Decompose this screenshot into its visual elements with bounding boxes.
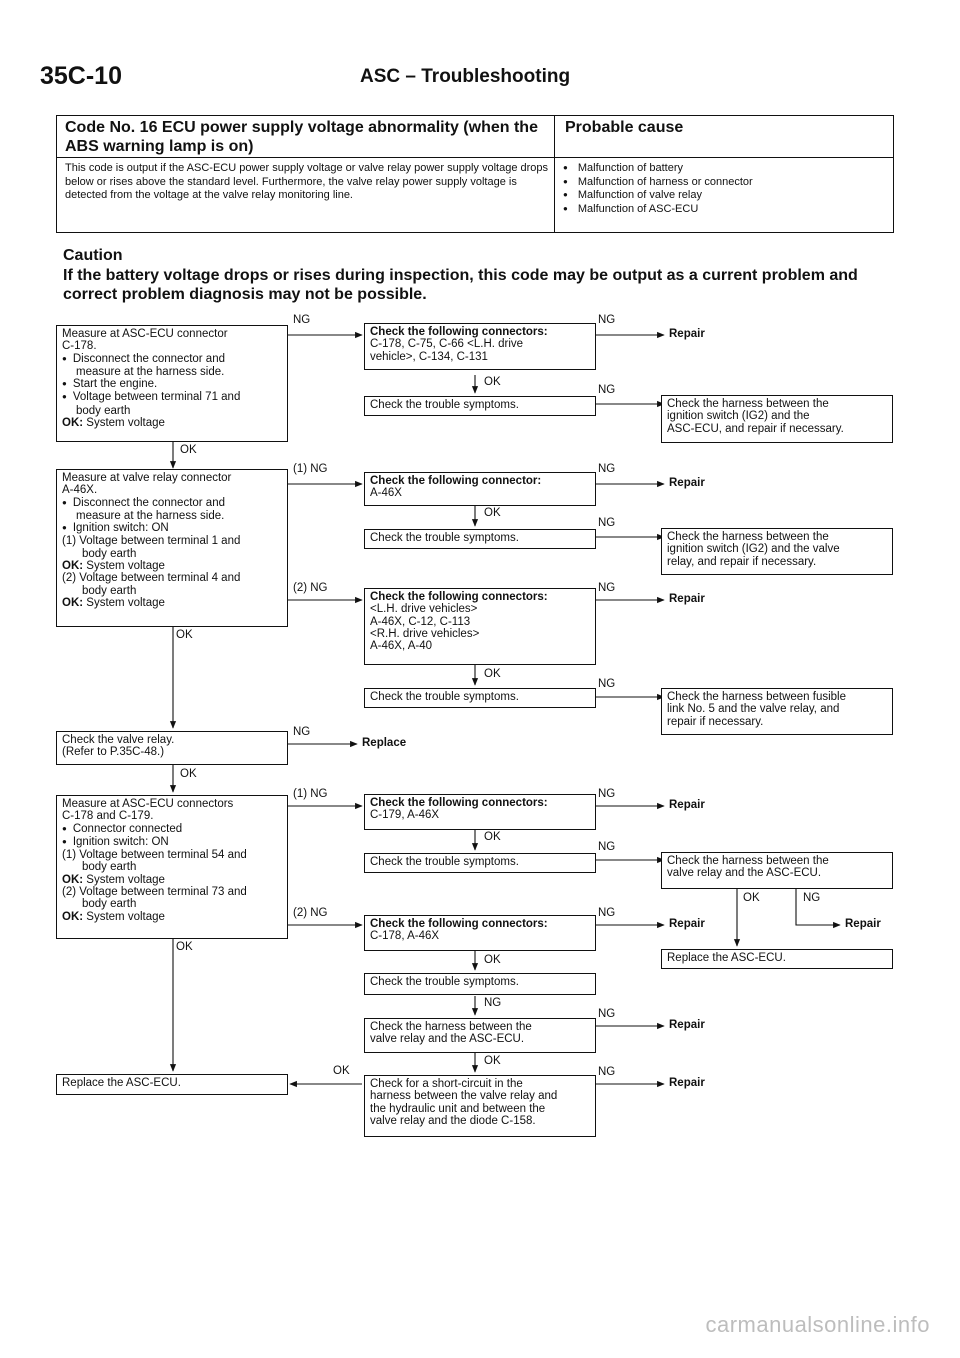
check-connectors-c <box>364 588 596 665</box>
ng-label: NG <box>598 907 616 919</box>
ok-label: OK <box>333 1065 350 1077</box>
ng-label: NG <box>484 997 502 1009</box>
replace-asc-ecu-right <box>661 949 893 969</box>
step-measure-asc-ecu-c178 <box>56 325 288 442</box>
check-short-circuit <box>364 1075 596 1137</box>
ok-value: System voltage <box>86 596 165 609</box>
box-line: (1) Voltage between terminal 1 and <box>62 535 241 548</box>
box-line: body earth <box>82 584 137 597</box>
ng-label: (2) NG <box>293 907 328 919</box>
ok-label: OK <box>484 507 501 519</box>
box-line: A-46X, A-40 <box>370 640 433 653</box>
box-line: Check for a short-circuit in the <box>370 1078 523 1090</box>
box-line: Replace the ASC-ECU. <box>667 952 786 964</box>
box-line: (Refer to P.35C-48.) <box>62 746 165 759</box>
ng-label: NG <box>293 314 311 326</box>
box-line: Replace the ASC-ECU. <box>62 1077 181 1089</box>
box-line: C-178, C-75, C-66 <L.H. drive <box>370 338 524 351</box>
box-line: Check the harness between the <box>667 855 829 867</box>
ok-value: System voltage <box>86 417 165 430</box>
box-line: link No. 5 and the valve relay, and <box>667 703 840 716</box>
ng-label: (1) NG <box>293 463 328 475</box>
probable-cause-header: Probable cause <box>565 119 684 136</box>
repair-action: Repair <box>845 918 881 930</box>
ng-label: NG <box>598 1008 616 1020</box>
ok-label: OK <box>484 1055 501 1067</box>
bullet-line: ● Connector connected <box>62 823 282 836</box>
check-trouble-symptoms <box>364 688 596 708</box>
repair-action: Repair <box>669 799 705 811</box>
cause-item: ● Malfunction of battery <box>563 162 753 176</box>
box-line: A-46X. <box>62 484 98 497</box>
check-connectors-a <box>364 323 596 370</box>
check-trouble-symptoms <box>364 529 596 549</box>
ok-key: OK: <box>62 417 84 430</box>
box-heading: Check the following connectors: <box>370 326 548 338</box>
box-line: valve relay and the ASC-ECU. <box>370 1033 525 1046</box>
repair-action: Repair <box>669 1019 705 1031</box>
step-measure-valve-relay-a46x <box>56 469 288 627</box>
ok-label: OK <box>484 954 501 966</box>
box-heading: Check the following connectors: <box>370 591 548 603</box>
box-line: Check the harness between the <box>667 531 829 543</box>
ng-label: NG <box>598 1066 616 1078</box>
box-line: Measure at ASC-ECU connector <box>62 328 228 340</box>
box-line: Check the valve relay. <box>62 734 175 746</box>
box-line: (2) Voltage between terminal 73 and <box>62 886 247 899</box>
ok-label: OK <box>176 629 193 641</box>
box-line: C-179, A-46X <box>370 809 440 822</box>
ng-label: NG <box>598 788 616 800</box>
repair-action: Repair <box>669 328 705 340</box>
check-harness-valve-relay-ecu <box>364 1018 596 1053</box>
ng-label: NG <box>598 582 616 594</box>
check-harness-ig2-valve-relay <box>661 528 893 575</box>
ng-label: NG <box>598 678 616 690</box>
repair-action: Repair <box>669 593 705 605</box>
step-measure-asc-ecu-c178-c179 <box>56 795 288 939</box>
check-trouble-symptoms <box>364 973 596 995</box>
box-line: Check the trouble symptoms. <box>370 399 519 411</box>
box-line: ignition switch (IG2) and the valve <box>667 543 840 556</box>
box-line: the hydraulic unit and between the <box>370 1102 546 1115</box>
cause-item: ● Malfunction of ASC-ECU <box>563 203 753 217</box>
bullet-line: ● Ignition switch: ON <box>62 522 282 535</box>
box-line: C-178, A-46X <box>370 930 440 943</box>
ng-label: NG <box>598 314 616 326</box>
ok-label: OK <box>484 376 501 388</box>
step-replace-asc-ecu <box>56 1074 288 1095</box>
watermark: carmanualsonline.info <box>705 1312 930 1337</box>
box-line: Check the trouble symptoms. <box>370 976 519 988</box>
box-heading: Check the following connectors: <box>370 797 548 809</box>
ok-value: System voltage <box>86 910 165 923</box>
check-connector-b <box>364 472 596 506</box>
ok-label: OK <box>484 831 501 843</box>
box-line: harness between the valve relay and <box>370 1090 558 1103</box>
ng-label: (2) NG <box>293 582 328 594</box>
check-harness-ig2-ecu <box>661 395 893 443</box>
ok-key: OK: <box>62 596 84 609</box>
check-connectors-d <box>364 794 596 830</box>
ok-value: System voltage <box>86 873 165 886</box>
check-connectors-e <box>364 915 596 951</box>
box-line: (2) Voltage between terminal 4 and <box>62 572 241 585</box>
ng-label: (1) NG <box>293 788 328 800</box>
bullet-line: ● Disconnect the connector and <box>62 353 282 366</box>
ok-value: System voltage <box>86 560 165 573</box>
ng-label: NG <box>598 517 616 529</box>
check-trouble-symptoms <box>364 396 596 416</box>
box-line: relay, and repair if necessary. <box>667 555 817 568</box>
box-line: body earth <box>76 404 131 417</box>
box-line: valve relay and the ASC-ECU. <box>667 867 822 880</box>
box-line: vehicle>, C-134, C-131 <box>370 350 488 363</box>
box-line: (1) Voltage between terminal 54 and <box>62 849 247 862</box>
ok-label: OK <box>176 941 193 953</box>
ng-label: NG <box>293 726 311 738</box>
caution-title: Caution <box>63 247 123 264</box>
box-line: A-46X, C-12, C-113 <box>370 615 471 628</box>
box-line: Check the harness between the <box>370 1021 532 1033</box>
box-line: C-178. <box>62 340 97 353</box>
ok-key: OK: <box>62 873 84 886</box>
ok-label: OK <box>484 668 501 680</box>
bullet-line: ● Voltage between terminal 71 and <box>62 391 282 404</box>
repair-action: Repair <box>669 1077 705 1089</box>
step-check-valve-relay <box>56 731 288 765</box>
page-number: 35C-10 <box>40 62 122 90</box>
box-line: Check the harness between fusible <box>667 691 846 703</box>
box-line: <R.H. drive vehicles> <box>370 627 480 640</box>
box-line: valve relay and the diode C-158. <box>370 1114 536 1127</box>
box-line: body earth <box>82 898 137 911</box>
check-harness-fusible-link <box>661 688 893 735</box>
ok-label: OK <box>743 892 760 904</box>
code-description: This code is output if the ASC-ECU power supply voltage or valve relay power supply voltage drops below or rises above the standard level. Furthermore, the valve relay power supply voltage is detected from the voltage at the valve relay monitoring line. <box>65 162 549 201</box>
box-line: Check the harness between the <box>667 398 829 410</box>
cause-item: ● Malfunction of valve relay <box>563 189 753 203</box>
replace-action: Replace <box>362 737 407 749</box>
cause-item: ● Malfunction of harness or connector <box>563 176 753 190</box>
box-line: <L.H. drive vehicles> <box>370 603 478 616</box>
box-line: Measure at valve relay connector <box>62 472 232 484</box>
box-line: repair if necessary. <box>667 715 764 728</box>
box-heading: Check the following connectors: <box>370 918 548 930</box>
check-harness-valve-relay-ecu <box>661 852 893 889</box>
page-title: ASC – Troubleshooting <box>360 66 571 87</box>
box-line: Check the trouble symptoms. <box>370 532 519 544</box>
ng-label: NG <box>598 463 616 475</box>
ok-key: OK: <box>62 560 84 573</box>
bullet-line: ● Ignition switch: ON <box>62 836 282 849</box>
box-line: measure at the harness side. <box>76 509 225 522</box>
box-line: body earth <box>82 861 137 874</box>
box-line: measure at the harness side. <box>76 365 225 378</box>
caution-text: If the battery voltage drops or rises during inspection, this code may be output as a current problem and correct problem diagnosis may not be possible. <box>63 267 858 303</box>
ok-label: OK <box>180 444 197 456</box>
ng-label: NG <box>598 841 616 853</box>
box-line: body earth <box>82 547 137 560</box>
box-line: Check the trouble symptoms. <box>370 856 519 868</box>
bullet-line: ● Start the engine. <box>62 378 282 391</box>
box-line: ignition switch (IG2) and the <box>667 410 810 423</box>
ok-key: OK: <box>62 910 84 923</box>
ng-label: NG <box>803 892 821 904</box>
box-line: C-178 and C-179. <box>62 810 154 823</box>
box-line: ASC-ECU, and repair if necessary. <box>667 422 844 435</box>
ok-label: OK <box>180 768 197 780</box>
box-line: Measure at ASC-ECU connectors <box>62 798 234 810</box>
repair-action: Repair <box>669 918 705 930</box>
code-title: Code No. 16 ECU power supply voltage abnormality (when the ABS warning lamp is on) <box>65 119 538 155</box>
box-heading: Check the following connector: <box>370 475 542 487</box>
repair-action: Repair <box>669 477 705 489</box>
box-line: Check the trouble symptoms. <box>370 691 519 703</box>
check-trouble-symptoms <box>364 853 596 873</box>
bullet-line: ● Disconnect the connector and <box>62 497 282 510</box>
box-line: A-46X <box>370 487 402 500</box>
ng-label: NG <box>598 384 616 396</box>
